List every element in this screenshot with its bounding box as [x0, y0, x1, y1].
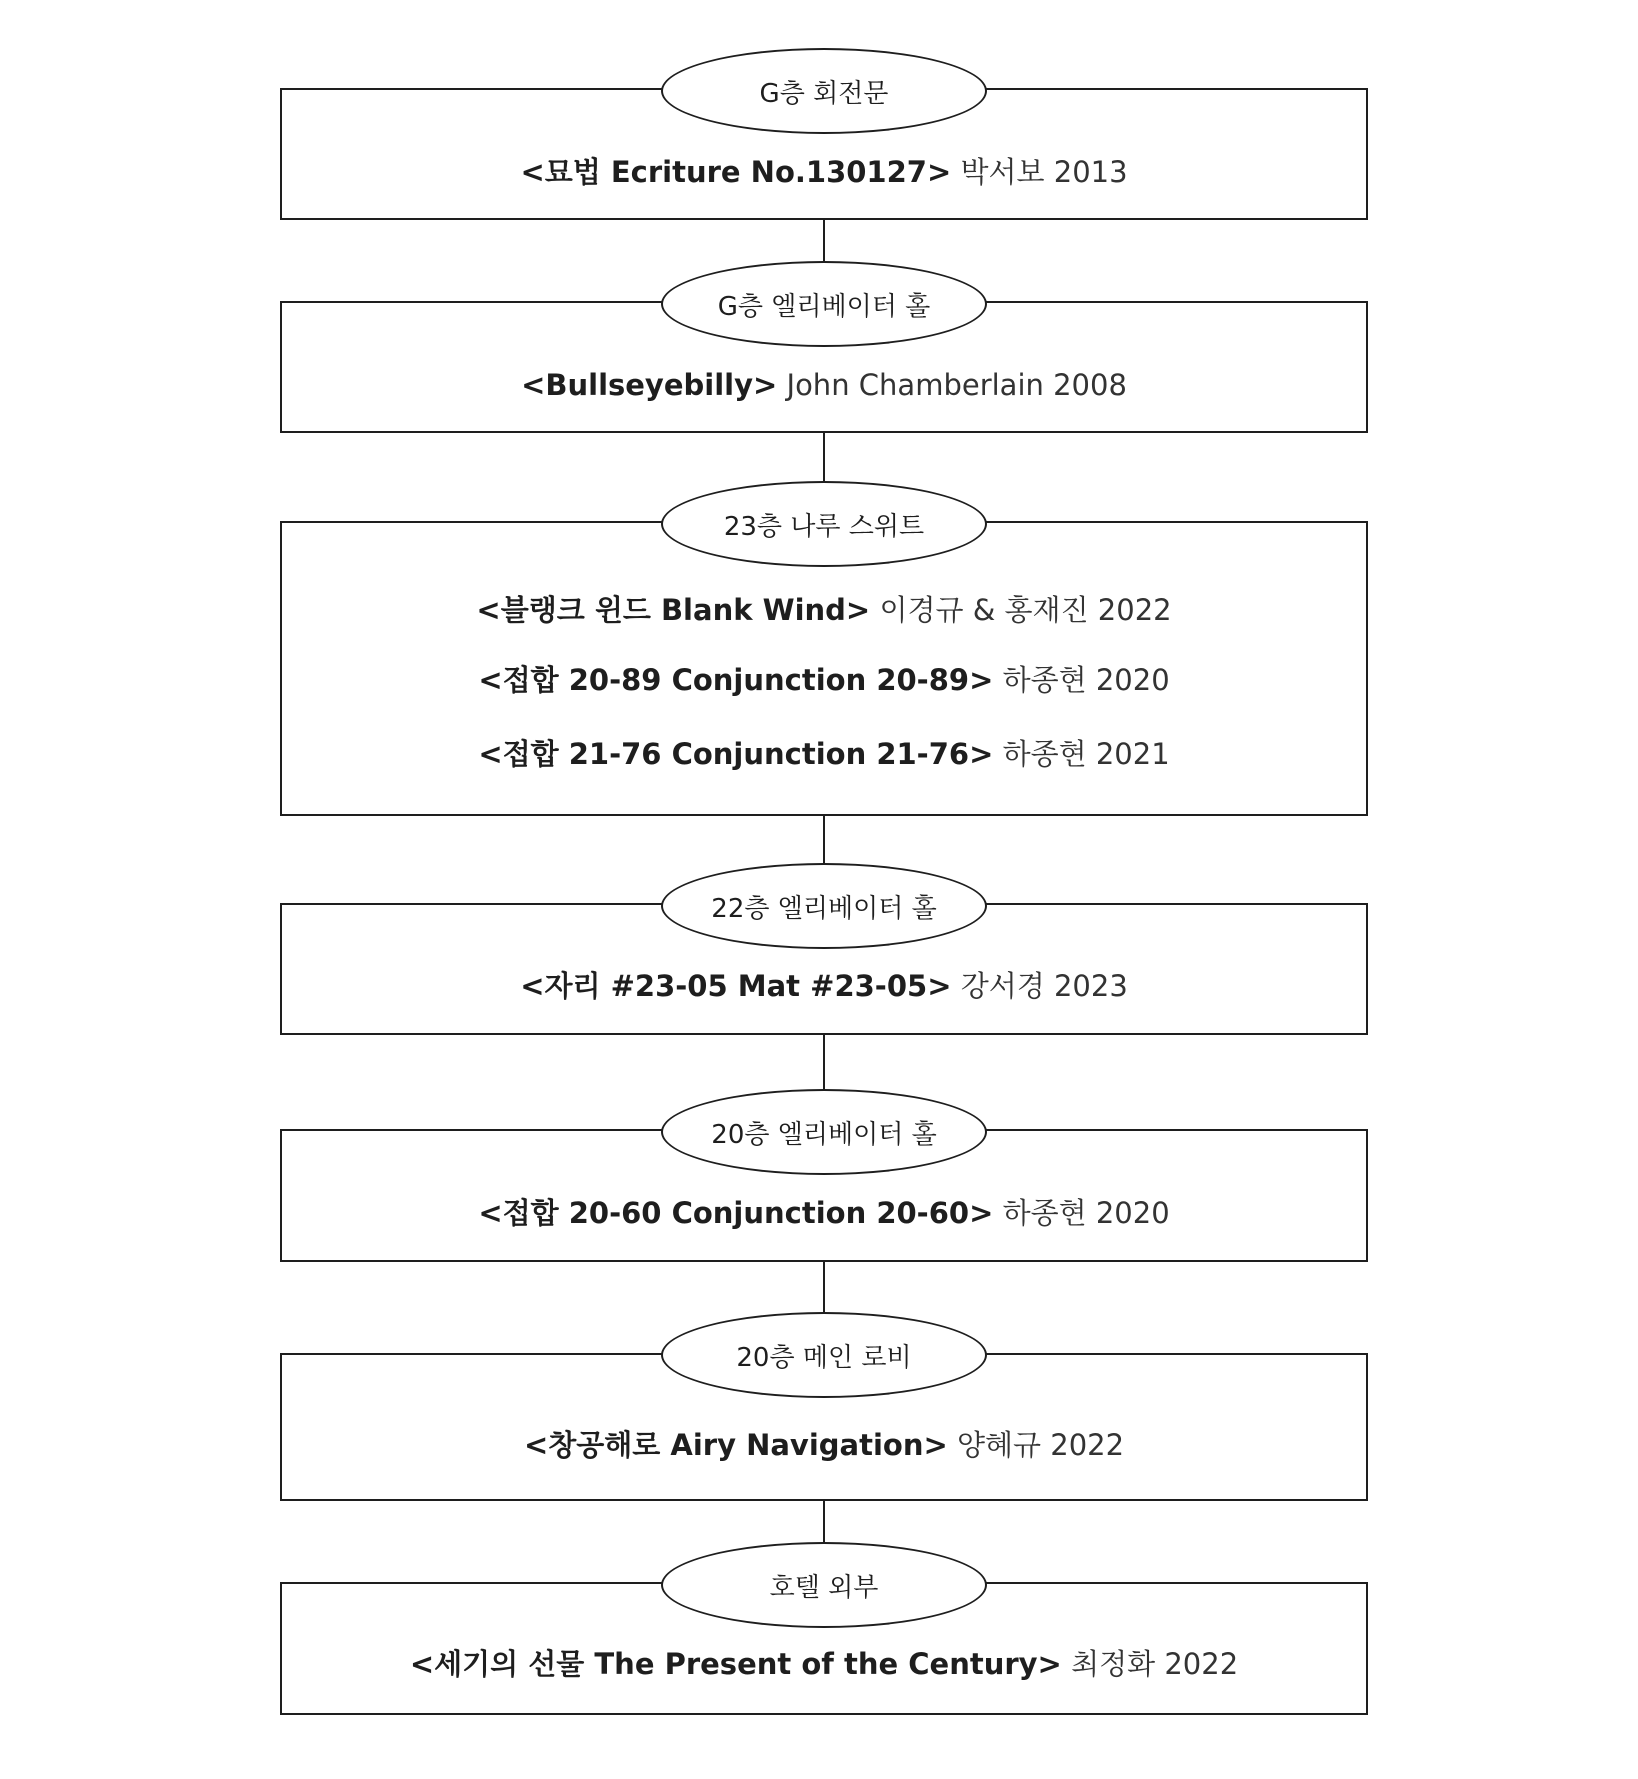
artwork-entry: [280, 1646, 1368, 1682]
artwork-entry: [280, 736, 1368, 772]
location-label: G층 엘리베이터 홀: [661, 261, 987, 347]
artwork-title: <Bullseyebilly>: [521, 368, 778, 402]
artwork-entry: [280, 1195, 1368, 1231]
artwork-title: <접합 21-76 Conjunction 21-76>: [478, 737, 994, 771]
artwork-title: <세기의 선물 The Present of the Century>: [409, 1647, 1062, 1681]
artwork-artist-year: 하종현 2020: [1002, 663, 1170, 697]
artwork-artist-year: 강서경 2023: [960, 969, 1128, 1003]
location-label: G층 회전문: [661, 48, 987, 134]
location-label: 20층 엘리베이터 홀: [661, 1089, 987, 1175]
artwork-entry: [280, 367, 1368, 403]
artwork-artist-year: 하종현 2020: [1002, 1196, 1170, 1230]
artwork-entry: [280, 968, 1368, 1004]
artwork-entry: [280, 662, 1368, 698]
artwork-title: <접합 20-60 Conjunction 20-60>: [478, 1196, 994, 1230]
location-label: 호텔 외부: [661, 1542, 987, 1628]
artwork-artist-year: 박서보 2013: [960, 155, 1128, 189]
artwork-artist-year: 양혜규 2022: [956, 1428, 1125, 1462]
artwork-entry: [280, 154, 1368, 190]
artwork-artist-year: 하종현 2021: [1002, 737, 1170, 771]
artwork-entry: [280, 1427, 1368, 1463]
artwork-artist-year: John Chamberlain 2008: [786, 368, 1127, 402]
location-label: 23층 나루 스위트: [661, 481, 987, 567]
artwork-title: <블랭크 윈드 Blank Wind>: [476, 593, 871, 627]
artwork-title: <접합 20-89 Conjunction 20-89>: [478, 663, 994, 697]
artwork-entry: [280, 592, 1368, 628]
artwork-artist-year: 이경규 & 홍재진 2022: [879, 593, 1172, 627]
artwork-title: <자리 #23-05 Mat #23-05>: [520, 969, 952, 1003]
artwork-artist-year: 최정화 2022: [1071, 1647, 1239, 1681]
location-label: 22층 엘리베이터 홀: [661, 863, 987, 949]
artwork-title: <묘법 Ecriture No.130127>: [520, 155, 952, 189]
artwork-title: <창공해로 Airy Navigation>: [523, 1428, 948, 1462]
location-label: 20층 메인 로비: [661, 1312, 987, 1398]
